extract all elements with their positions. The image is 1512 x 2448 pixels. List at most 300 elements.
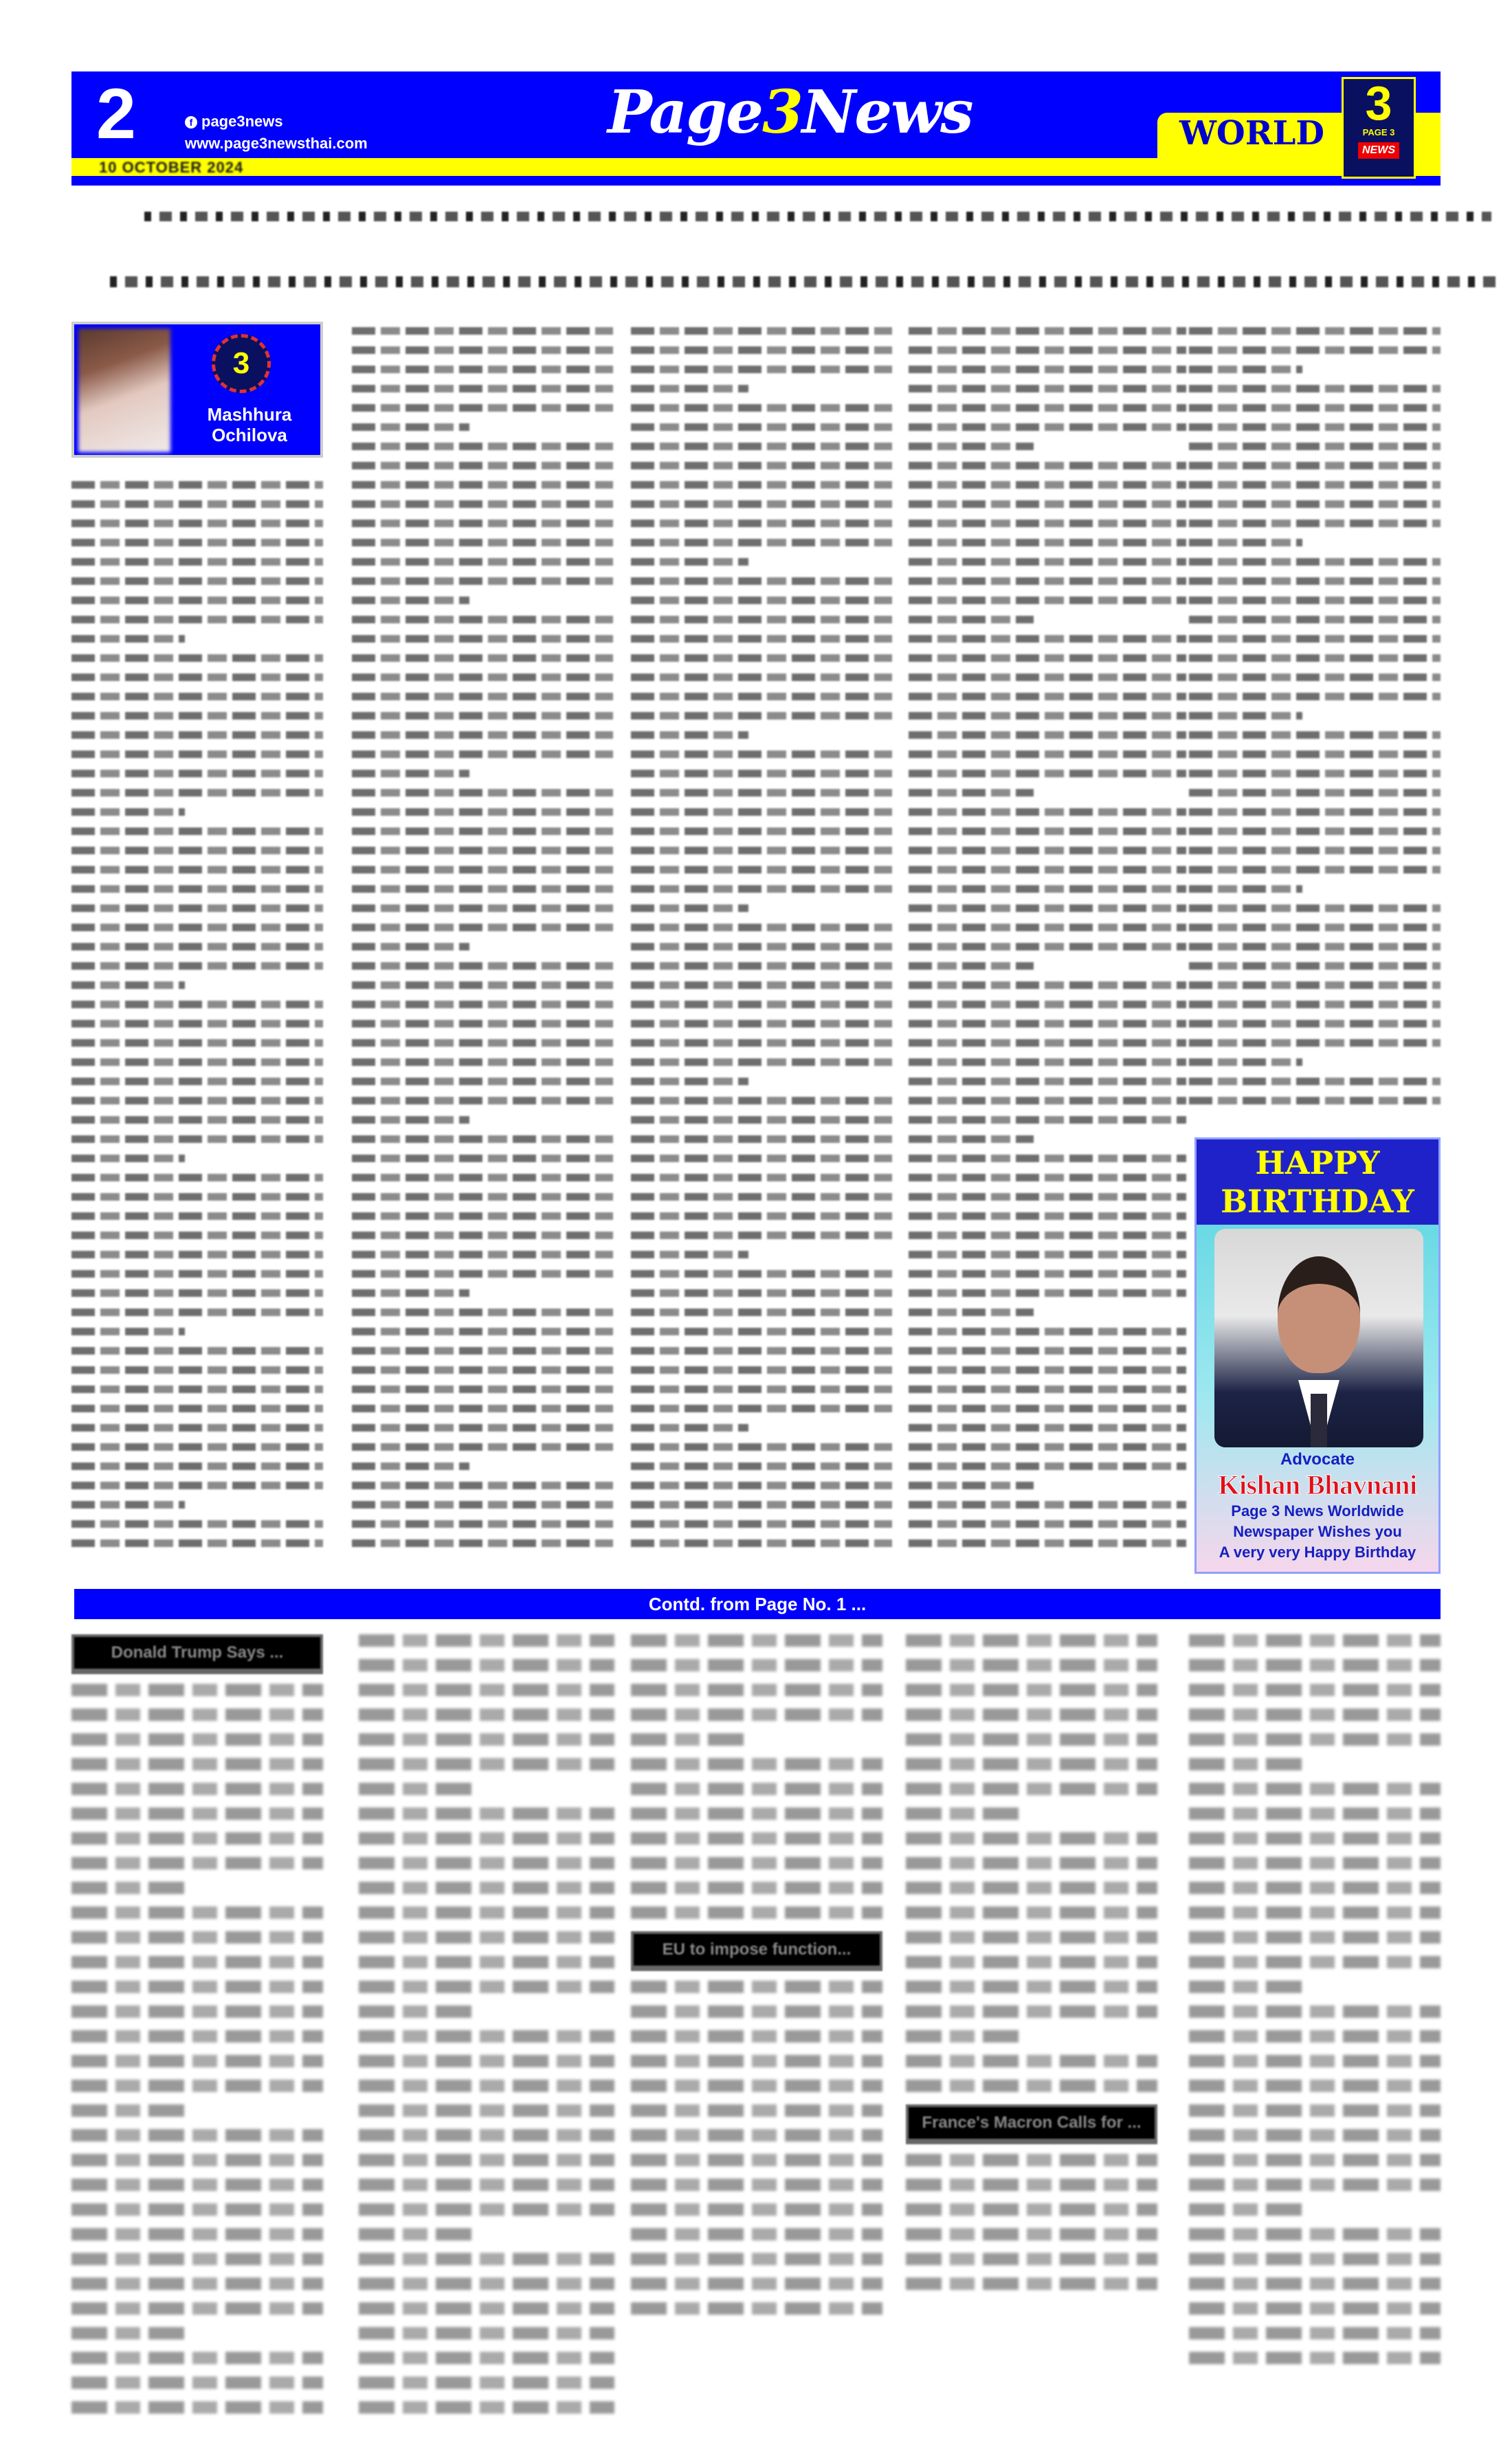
logo-three: 3 xyxy=(761,78,802,147)
text-line xyxy=(71,866,323,874)
text-line xyxy=(631,500,892,508)
text-line xyxy=(906,1659,1157,1671)
author-card xyxy=(71,322,323,458)
text-line xyxy=(71,2154,323,2166)
badge-page: PAGE 3 xyxy=(1362,127,1395,137)
text-line xyxy=(1189,904,1441,912)
text-line xyxy=(1189,443,1441,450)
text-line xyxy=(359,1981,614,1993)
text-line xyxy=(1189,1634,1441,1647)
text-line xyxy=(631,2228,882,2240)
text-line xyxy=(71,1807,323,1820)
text-line xyxy=(352,327,613,335)
text-line xyxy=(352,1116,469,1124)
text-line xyxy=(631,2278,882,2290)
text-line xyxy=(352,1386,613,1393)
text-line xyxy=(359,2129,614,2141)
text-line xyxy=(1189,2080,1441,2092)
text-line xyxy=(1189,1039,1441,1047)
text-line xyxy=(906,2179,1157,2191)
text-line xyxy=(1189,597,1441,604)
text-line xyxy=(1189,924,1441,931)
text-line xyxy=(1189,847,1441,854)
text-line xyxy=(71,943,323,950)
text-line xyxy=(906,1931,1157,1944)
text-line xyxy=(906,1857,1157,1869)
author-last-name: Ochilova xyxy=(212,425,287,445)
text-line xyxy=(1189,731,1441,739)
text-line xyxy=(359,1758,614,1770)
text-line xyxy=(631,1443,892,1451)
issue-date: 10 OCTOBER 2024 xyxy=(99,159,244,176)
text-line xyxy=(909,885,1186,893)
text-line xyxy=(352,1001,613,1008)
text-line xyxy=(71,2302,323,2315)
text-column xyxy=(71,481,323,1559)
text-line xyxy=(352,789,613,797)
text-line xyxy=(631,1289,892,1297)
text-line xyxy=(1189,1783,1441,1795)
text-line xyxy=(359,1733,614,1746)
text-line xyxy=(909,1309,1034,1316)
text-line xyxy=(631,750,892,758)
text-line xyxy=(71,1116,323,1124)
text-line xyxy=(1189,1832,1441,1845)
text-line xyxy=(631,1857,882,1869)
text-line xyxy=(352,1405,613,1412)
text-line xyxy=(71,2005,323,2018)
text-line xyxy=(909,385,1186,392)
text-line xyxy=(1189,1733,1441,1746)
author-first-name: Mashhura xyxy=(207,404,292,425)
text-line xyxy=(359,1857,614,1869)
text-line xyxy=(1189,2005,1441,2018)
text-line xyxy=(71,2080,323,2092)
text-line xyxy=(631,1733,744,1746)
text-line xyxy=(631,558,748,566)
text-line xyxy=(1189,539,1302,546)
page-number: 2 xyxy=(96,74,136,154)
text-line xyxy=(631,1659,882,1671)
text-line xyxy=(1189,1020,1441,1027)
website-link[interactable]: www.page3newsthai.com xyxy=(185,135,368,152)
text-line xyxy=(71,731,323,739)
text-line xyxy=(631,904,748,912)
text-line xyxy=(352,616,613,623)
text-line xyxy=(359,2278,614,2290)
text-line xyxy=(1189,1857,1441,1869)
text-line xyxy=(71,674,323,681)
text-line xyxy=(631,1155,892,1162)
text-line xyxy=(71,1386,323,1393)
text-line xyxy=(352,943,469,950)
logo-text: News xyxy=(801,78,972,147)
text-line xyxy=(1189,674,1441,681)
text-line xyxy=(909,1289,1186,1297)
headline-blurred xyxy=(144,212,1491,221)
text-line xyxy=(1189,827,1441,835)
text-line xyxy=(1189,1758,1302,1770)
birthday-wish xyxy=(1219,1501,1416,1563)
text-line xyxy=(359,2253,614,2265)
text-line xyxy=(1189,2228,1441,2240)
text-line xyxy=(1189,1684,1441,1696)
text-line xyxy=(359,1709,614,1721)
text-line xyxy=(1189,750,1441,758)
text-line xyxy=(909,1251,1186,1258)
text-line xyxy=(359,2352,614,2364)
text-line xyxy=(71,1882,185,1894)
text-line xyxy=(906,2253,1157,2265)
text-line xyxy=(359,2104,614,2117)
text-line xyxy=(71,904,323,912)
text-line xyxy=(71,1520,323,1528)
text-line xyxy=(352,962,613,970)
text-line xyxy=(71,1857,323,1869)
text-line xyxy=(906,1758,1157,1770)
author-photo xyxy=(78,329,170,452)
badge-number: 3 xyxy=(1365,76,1392,130)
text-line xyxy=(909,443,1034,450)
text-line xyxy=(1189,1097,1441,1104)
text-line xyxy=(631,1386,892,1393)
text-line xyxy=(71,808,185,816)
text-line xyxy=(906,1783,1157,1795)
text-line xyxy=(71,1058,323,1066)
text-line xyxy=(1189,2055,1441,2067)
text-line xyxy=(71,1328,185,1335)
text-line xyxy=(1189,327,1441,335)
text-line xyxy=(352,500,613,508)
text-line xyxy=(359,2302,614,2315)
text-line xyxy=(352,577,613,585)
text-line xyxy=(71,2352,323,2364)
text-line xyxy=(631,1424,748,1432)
text-line xyxy=(1189,385,1441,392)
text-line xyxy=(352,750,613,758)
text-line xyxy=(71,1462,323,1470)
text-line xyxy=(909,808,1186,816)
text-column xyxy=(359,1634,614,2426)
text-line xyxy=(1189,1001,1441,1008)
text-line xyxy=(906,2228,1157,2240)
text-line xyxy=(352,1270,613,1278)
text-line xyxy=(909,924,1186,931)
text-line xyxy=(906,2203,1157,2216)
text-line xyxy=(71,539,323,546)
facebook-link[interactable] xyxy=(185,113,283,131)
text-line xyxy=(71,577,323,585)
text-line xyxy=(1189,981,1441,989)
text-line xyxy=(1189,577,1441,585)
text-line xyxy=(352,1078,613,1085)
text-line xyxy=(71,1289,323,1297)
text-line xyxy=(1189,789,1441,797)
text-line xyxy=(631,2253,882,2265)
text-line xyxy=(71,770,323,777)
article-kicker[interactable]: EU to impose function... xyxy=(631,1931,882,1971)
text-line xyxy=(631,2055,882,2067)
text-line xyxy=(1189,943,1441,950)
text-line xyxy=(631,1482,892,1489)
text-line xyxy=(906,2154,1157,2166)
text-line xyxy=(631,827,892,835)
text-line xyxy=(909,597,1186,604)
text-line xyxy=(352,847,613,854)
birthday-message xyxy=(1197,1450,1438,1563)
text-line xyxy=(352,558,613,566)
facebook-icon: f xyxy=(185,116,197,129)
text-line xyxy=(909,712,1186,720)
text-line xyxy=(906,1709,1157,1721)
text-line xyxy=(71,1001,323,1008)
text-line xyxy=(352,1193,613,1201)
text-line xyxy=(631,2104,882,2117)
text-line xyxy=(909,770,1186,777)
text-line xyxy=(359,2005,474,2018)
text-line xyxy=(631,1539,892,1547)
text-line xyxy=(71,2030,323,2043)
author-name xyxy=(177,404,322,445)
text-line xyxy=(71,2278,323,2290)
text-line xyxy=(71,558,323,566)
text-line xyxy=(909,462,1186,469)
text-column xyxy=(1189,327,1441,1116)
text-line xyxy=(909,674,1186,681)
text-line xyxy=(906,1906,1157,1919)
text-line xyxy=(909,481,1186,489)
text-line xyxy=(1189,635,1441,643)
text-line xyxy=(1189,1078,1441,1085)
text-line xyxy=(71,2179,323,2191)
text-line xyxy=(909,1405,1186,1412)
text-line xyxy=(909,1020,1186,1027)
article-kicker[interactable]: Donald Trump Says ... xyxy=(71,1634,323,1674)
text-line xyxy=(71,1078,323,1085)
logo-text: Page xyxy=(608,78,762,147)
text-line xyxy=(631,712,892,720)
text-line xyxy=(352,1232,613,1239)
text-line xyxy=(359,2401,614,2414)
text-line xyxy=(631,770,892,777)
text-line xyxy=(352,1155,613,1162)
text-line xyxy=(359,1684,614,1696)
text-column xyxy=(71,1634,323,2426)
text-line xyxy=(909,1232,1186,1239)
text-line xyxy=(906,1981,1157,1993)
text-line xyxy=(352,770,469,777)
text-line xyxy=(352,520,613,527)
text-line xyxy=(906,1684,1157,1696)
text-line xyxy=(909,1039,1186,1047)
birthday-prefix: Advocate xyxy=(1280,1450,1355,1469)
text-line xyxy=(631,1135,892,1143)
text-line xyxy=(71,1758,323,1770)
text-line xyxy=(631,1520,892,1528)
text-line xyxy=(352,1462,469,1470)
text-line xyxy=(1189,808,1441,816)
text-line xyxy=(71,1174,323,1181)
text-line xyxy=(631,1462,892,1470)
text-line xyxy=(71,712,323,720)
text-line xyxy=(352,712,613,720)
text-line xyxy=(352,1174,613,1181)
text-line xyxy=(359,1882,614,1894)
text-line xyxy=(71,962,323,970)
text-line xyxy=(1189,558,1441,566)
subheadline-blurred xyxy=(110,276,1498,287)
text-line xyxy=(631,1783,882,1795)
text-line xyxy=(1189,2104,1441,2117)
text-line xyxy=(352,1058,613,1066)
text-line xyxy=(352,654,613,662)
text-line xyxy=(71,1251,323,1258)
text-line xyxy=(631,1058,892,1066)
text-line xyxy=(352,481,613,489)
text-line xyxy=(71,750,323,758)
text-line xyxy=(1189,404,1441,412)
text-line xyxy=(909,366,1186,373)
text-line xyxy=(71,1906,323,1919)
text-line xyxy=(631,2030,882,2043)
page3-logo: 3 xyxy=(212,334,271,393)
article-kicker[interactable]: France's Macron Calls for ... xyxy=(906,2104,1157,2144)
text-line xyxy=(631,1078,748,1085)
text-line xyxy=(909,1386,1186,1393)
text-line xyxy=(909,1520,1186,1528)
text-line xyxy=(909,827,1186,835)
text-line xyxy=(631,981,892,989)
text-line xyxy=(631,2129,882,2141)
text-line xyxy=(71,1733,323,1746)
text-line xyxy=(352,904,613,912)
text-line xyxy=(631,1174,892,1181)
text-line xyxy=(71,1981,323,1993)
text-line xyxy=(71,1193,323,1201)
text-line xyxy=(359,1659,614,1671)
text-line xyxy=(1189,500,1441,508)
text-line xyxy=(71,635,185,643)
portrait-tie xyxy=(1311,1394,1327,1447)
text-line xyxy=(909,616,1034,623)
text-line xyxy=(631,462,892,469)
text-line xyxy=(909,1424,1186,1432)
text-line xyxy=(631,385,748,392)
text-line xyxy=(71,481,323,489)
text-line xyxy=(71,2327,185,2339)
text-line xyxy=(71,1347,323,1355)
text-line xyxy=(906,2080,1157,2092)
text-line xyxy=(352,539,613,546)
text-line xyxy=(352,597,469,604)
text-line xyxy=(71,1684,323,1696)
text-column xyxy=(1189,1634,1441,2377)
text-line xyxy=(906,1832,1157,1845)
text-line xyxy=(71,2253,323,2265)
text-line xyxy=(71,1931,323,1944)
text-line xyxy=(909,1482,1034,1489)
text-line xyxy=(1189,866,1441,874)
text-line xyxy=(1189,520,1441,527)
text-line xyxy=(631,404,892,412)
text-line xyxy=(631,1981,882,1993)
text-line xyxy=(71,2401,323,2414)
text-line xyxy=(631,1212,892,1220)
text-line xyxy=(359,2377,614,2389)
text-line xyxy=(631,1906,882,1919)
text-line xyxy=(359,1956,614,1968)
text-line xyxy=(631,1270,892,1278)
text-line xyxy=(631,597,892,604)
text-line xyxy=(71,654,323,662)
text-line xyxy=(359,2154,614,2166)
text-line xyxy=(909,693,1186,700)
text-line xyxy=(631,789,892,797)
text-line xyxy=(359,1807,614,1820)
text-line xyxy=(906,2030,1019,2043)
text-line xyxy=(71,1020,323,1027)
text-line xyxy=(71,2129,323,2141)
text-line xyxy=(352,1251,613,1258)
text-line xyxy=(71,693,323,700)
text-line xyxy=(631,1807,882,1820)
text-line xyxy=(909,558,1186,566)
text-line xyxy=(359,1783,474,1795)
text-line xyxy=(631,1501,892,1509)
text-line xyxy=(906,1634,1157,1647)
text-line xyxy=(352,674,613,681)
text-line xyxy=(631,962,892,970)
text-line xyxy=(909,404,1186,412)
text-line xyxy=(631,1634,882,1647)
text-line xyxy=(1189,2352,1441,2364)
text-line xyxy=(631,654,892,662)
text-line xyxy=(909,1097,1186,1104)
text-line xyxy=(71,1212,323,1220)
text-line xyxy=(631,1116,892,1124)
text-line xyxy=(1189,462,1441,469)
text-line xyxy=(71,500,323,508)
text-line xyxy=(631,1309,892,1316)
text-line xyxy=(1189,962,1441,970)
text-line xyxy=(71,1709,323,1721)
text-line xyxy=(71,1832,323,1845)
text-line xyxy=(352,1135,613,1143)
text-line xyxy=(909,1328,1186,1335)
wish-line: A very very Happy Birthday xyxy=(1219,1544,1416,1561)
text-line xyxy=(631,1684,882,1696)
text-line xyxy=(631,674,892,681)
text-line xyxy=(909,1501,1186,1509)
text-line xyxy=(909,1001,1186,1008)
text-line xyxy=(909,1135,1034,1143)
text-line xyxy=(631,2302,882,2315)
text-line xyxy=(631,577,892,585)
text-line xyxy=(71,1405,323,1412)
text-line xyxy=(352,1347,613,1355)
text-line xyxy=(909,1078,1186,1085)
portrait-face xyxy=(1278,1256,1360,1373)
text-line xyxy=(631,808,892,816)
text-line xyxy=(631,327,892,335)
text-line xyxy=(909,1058,1186,1066)
text-line xyxy=(631,1193,892,1201)
text-line xyxy=(71,1501,185,1509)
text-line xyxy=(631,520,892,527)
text-line xyxy=(71,1539,323,1547)
text-line xyxy=(909,1347,1186,1355)
text-line xyxy=(1189,423,1441,431)
